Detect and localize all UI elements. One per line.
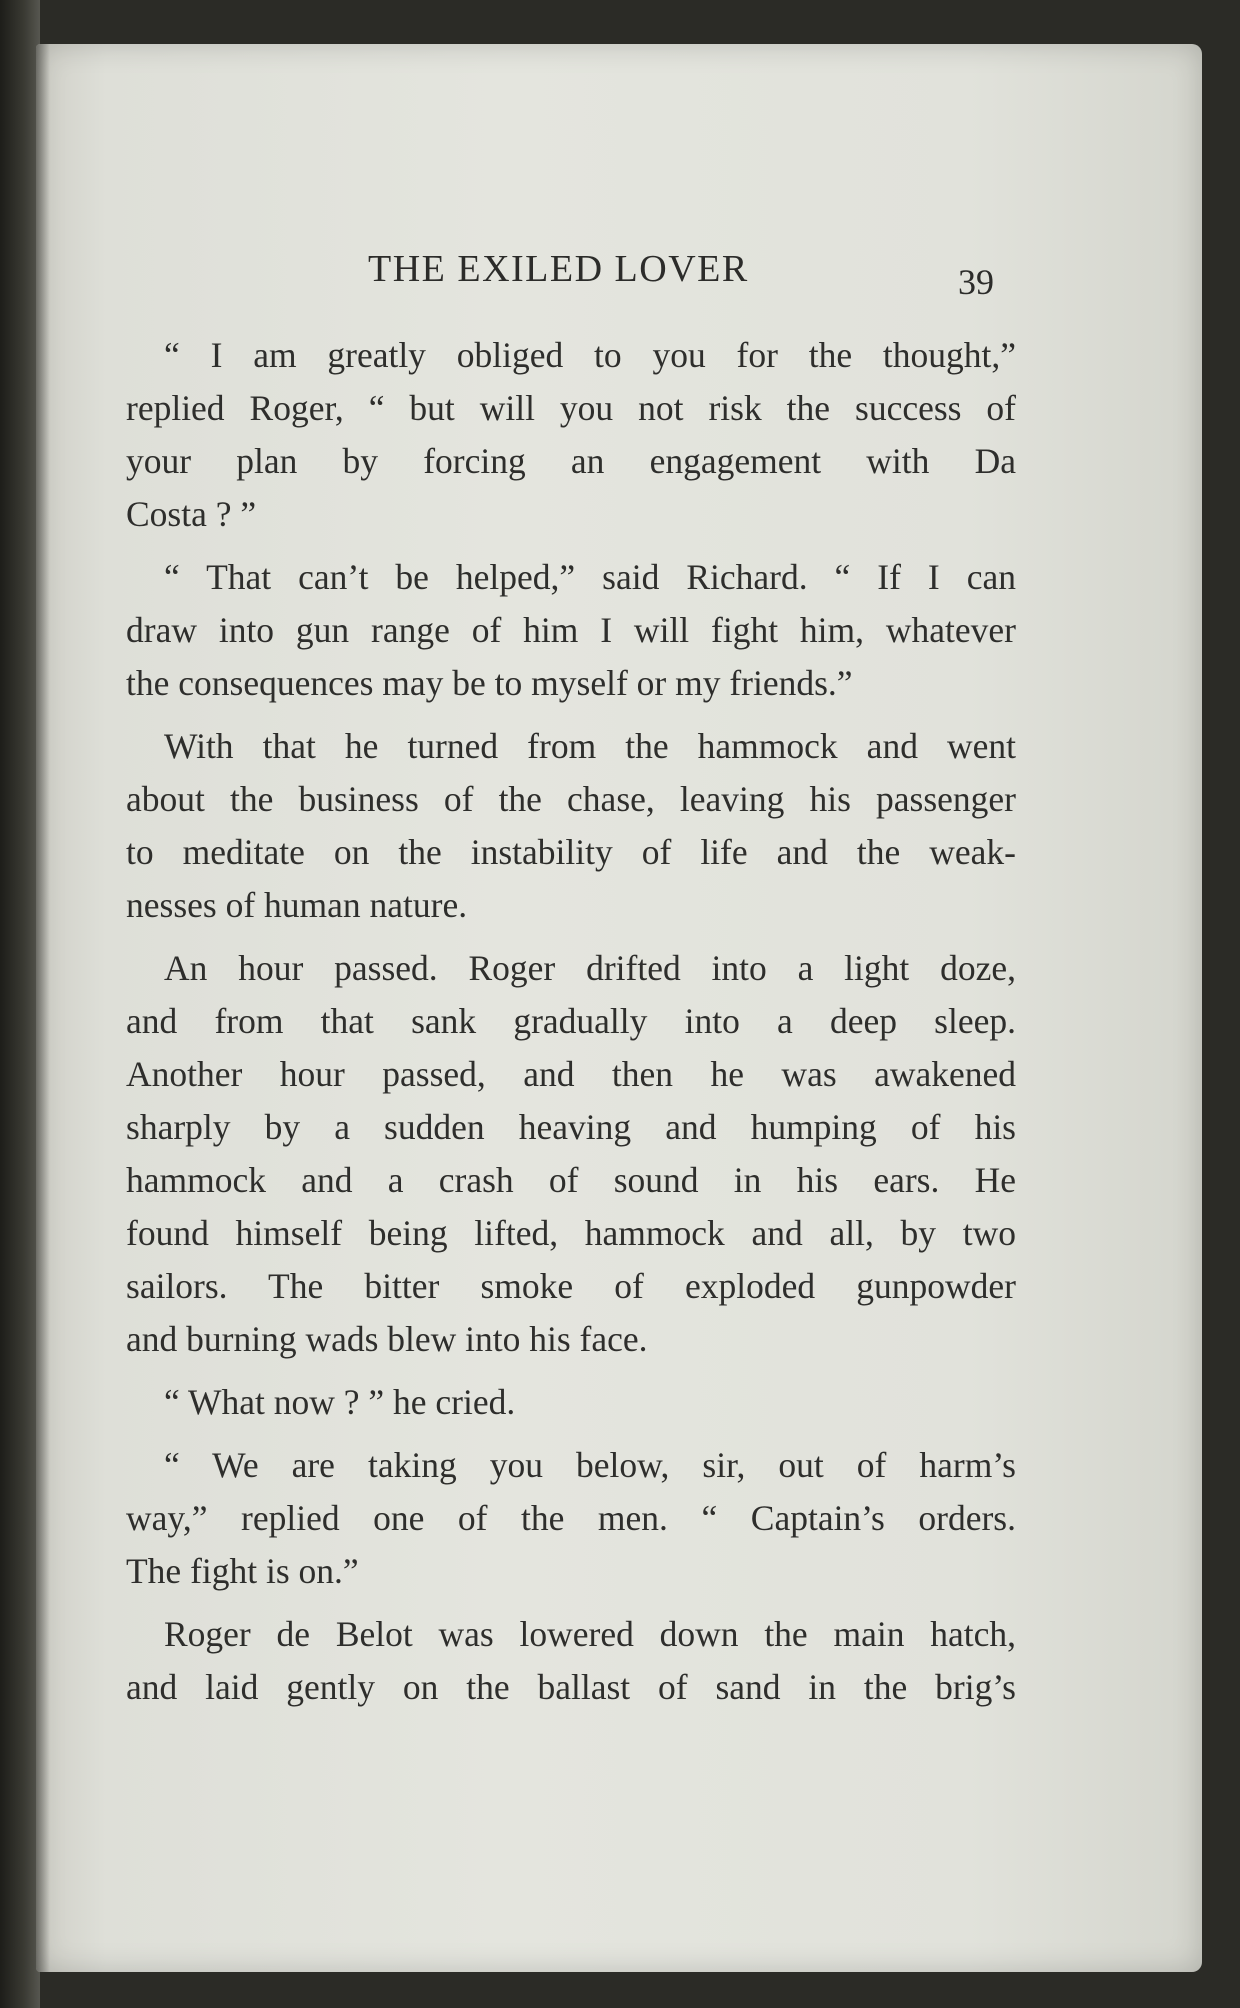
text-line: The fight is on.” bbox=[126, 1551, 359, 1591]
text-line: to meditate on the instability of life and the weak- bbox=[126, 832, 1016, 872]
running-head bbox=[36, 199, 1202, 302]
paragraph bbox=[126, 942, 1016, 1366]
book-binding-shadow bbox=[0, 0, 40, 2008]
text-line: the consequences may be to myself or my friends.” bbox=[126, 663, 853, 703]
text-line: Roger de Belot was lowered down the main hatch, bbox=[164, 1614, 1016, 1654]
text-line: and laid gently on the ballast of sand in the brig’s bbox=[126, 1667, 1016, 1707]
text-line: about the business of the chase, leaving his passenger bbox=[126, 779, 1016, 819]
text-line: “ What now ? ” he cried. bbox=[164, 1382, 516, 1422]
text-line: Another hour passed, and then he was awakened bbox=[126, 1054, 1016, 1094]
text-line: replied Roger, “ but will you not risk the success of bbox=[126, 388, 1016, 428]
text-line: hammock and a crash of sound in his ears. He bbox=[126, 1160, 1016, 1200]
text-line: An hour passed. Roger drifted into a light doze, bbox=[164, 948, 1016, 988]
text-line: draw into gun range of him I will fight him, whatever bbox=[126, 610, 1016, 650]
text-line: found himself being lifted, hammock and all, by two bbox=[126, 1213, 1016, 1253]
paragraph bbox=[126, 720, 1016, 932]
text-line: and from that sank gradually into a deep sleep. bbox=[126, 1001, 1016, 1041]
book-page bbox=[36, 44, 1202, 1972]
text-line: and burning wads blew into his face. bbox=[126, 1319, 648, 1359]
paragraph bbox=[126, 1376, 1016, 1429]
paragraph bbox=[126, 551, 1016, 710]
paragraph bbox=[126, 1608, 1016, 1714]
text-line: sharply by a sudden heaving and humping of his bbox=[126, 1107, 1016, 1147]
running-title: THE EXILED LOVER bbox=[368, 248, 749, 290]
text-line: With that he turned from the hammock and went bbox=[164, 726, 1016, 766]
page-number: 39 bbox=[958, 262, 994, 302]
text-line: way,” replied one of the men. “ Captain’s orders. bbox=[126, 1498, 1016, 1538]
text-line: your plan by forcing an engagement with Da bbox=[126, 441, 1016, 481]
body-text bbox=[126, 329, 1016, 1724]
text-line: Costa ? ” bbox=[126, 494, 257, 534]
text-line: “ That can’t be helped,” said Richard. “ If I can bbox=[164, 557, 1016, 597]
paragraph bbox=[126, 1439, 1016, 1598]
text-line: “ I am greatly obliged to you for the thought,” bbox=[164, 335, 1016, 375]
text-line: nesses of human nature. bbox=[126, 885, 468, 925]
text-line: sailors. The bitter smoke of exploded gunpowder bbox=[126, 1266, 1016, 1306]
text-line: “ We are taking you below, sir, out of harm’s bbox=[164, 1445, 1016, 1485]
paragraph bbox=[126, 329, 1016, 541]
